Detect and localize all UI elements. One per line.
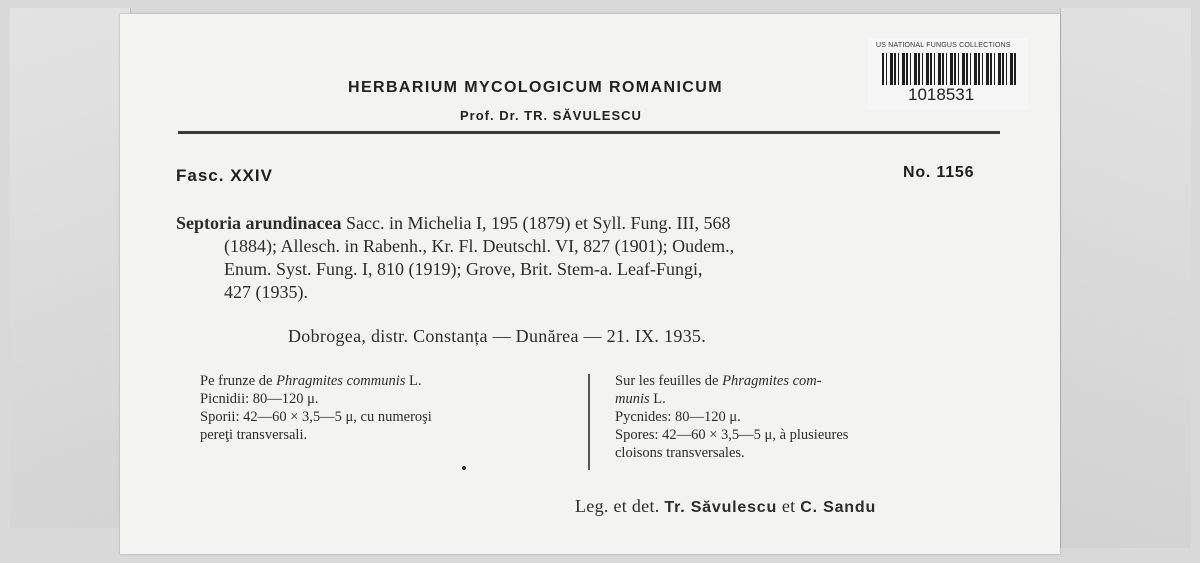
locality-line: Dobrogea, distr. Constanța — Dunărea — 21. IX. 1935. [288,326,707,346]
barcode-icon [882,53,1018,85]
fr-host-name-1: Phragmites com- [722,373,822,389]
header-divider [178,131,1000,134]
fr-host-name-2: munis [615,391,650,407]
description-romanian [200,372,570,444]
description-french [615,372,1005,462]
collector-1: Tr. Săvulescu [664,499,778,516]
ro-host-prefix: Pe frunze de [200,373,273,389]
envelope-flap-right [1060,8,1191,548]
herbarium-curator: Prof. Dr. TR. SĂVULESCU [460,108,642,123]
barcode-sticker [868,38,1028,110]
collectors-prefix: Leg. et det. [575,496,660,516]
specimen-number: No. 1156 [903,164,975,181]
ink-dot [462,466,466,470]
ro-spores: Sporii: 42—60 × 3,5—5 μ, cu numeroşi [200,409,432,425]
envelope-flap-left [10,8,131,528]
citation-line-4: 427 (1935). [224,282,308,302]
species-name: Septoria arundinacea [176,213,342,233]
citation-line-1 [176,212,1006,235]
ro-pycnidia: Picnidii: 80—120 μ. [200,391,319,407]
ro-host-line [200,372,570,390]
fr-pycnidia: Pycnides: 80—120 μ. [615,409,741,425]
herbarium-title: HERBARIUM MYCOLOGICUM ROMANICUM [348,79,723,96]
fr-host-prefix: Sur les feuilles de [615,373,719,389]
barcode-caption: US NATIONAL FUNGUS COLLECTIONS [876,42,1011,49]
barcode-number: 1018531 [908,85,975,104]
collector-2: C. Sandu [800,499,877,516]
fascicle-label: Fasc. XXIV [176,166,273,185]
fr-spores: Spores: 42—60 × 3,5—5 μ, à plusieures [615,427,849,443]
ro-host-suffix: L. [409,373,422,389]
fr-host-line-2 [615,390,1005,408]
fr-septa: cloisons transversales. [615,445,745,461]
column-divider [588,374,590,470]
fr-host-line [615,372,1005,390]
taxon-citation [176,212,1006,304]
collectors-line [575,496,876,517]
citation-line-3: Enum. Syst. Fung. I, 810 (1919); Grove, Brit. Stem-a. Leaf-Fungi, [224,259,703,279]
citation-line-2: (1884); Allesch. in Rabenh., Kr. Fl. Deutschl. VI, 827 (1901); Oudem., [224,236,735,256]
citation-text-1: Sacc. in Michelia I, 195 (1879) et Syll. Fung. III, 568 [346,213,731,233]
fr-host-suffix: L. [653,391,666,407]
ro-host-name: Phragmites communis [276,373,406,389]
collectors-joiner: et [781,496,796,516]
ro-septa: pereţi transversali. [200,427,308,443]
